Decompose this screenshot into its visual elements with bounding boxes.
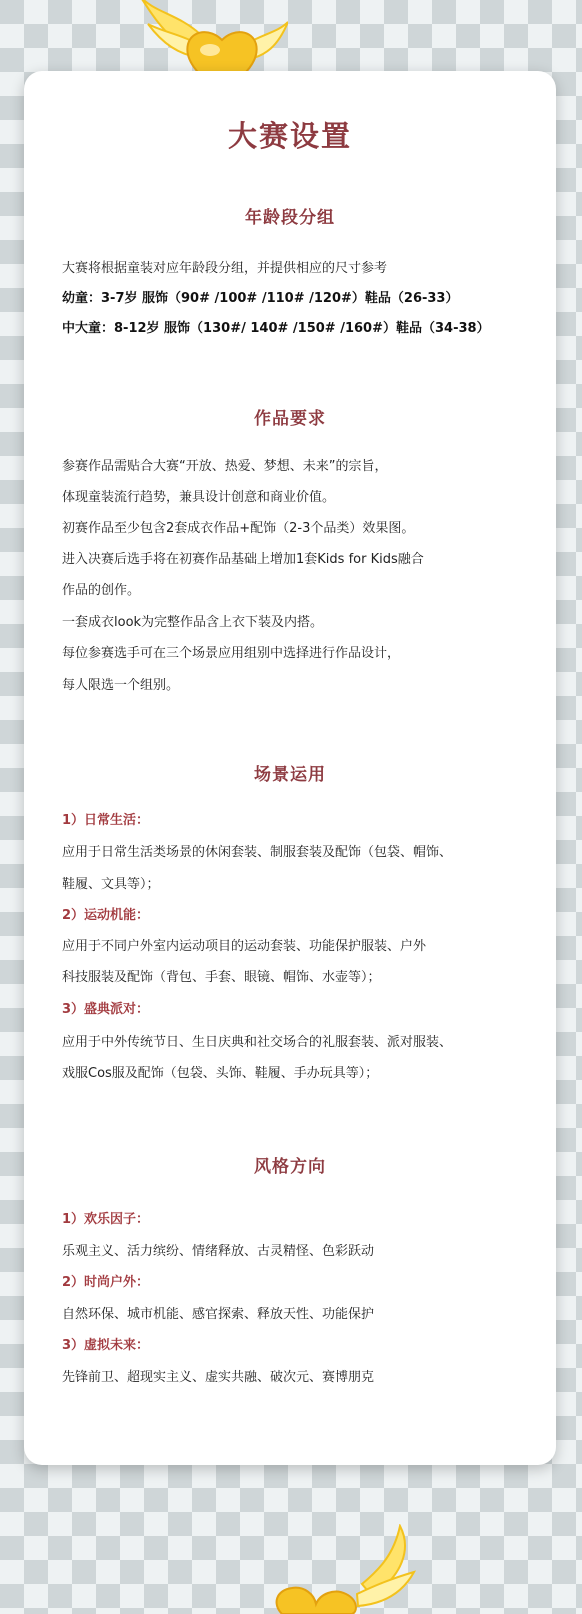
page-title: 大赛设置: [227, 119, 352, 153]
section-heading-age-groups: 年龄段分组: [245, 208, 335, 228]
scene-label-daily: 1）日常生活：: [62, 813, 150, 828]
winged-heart-mascot-icon: [262, 1524, 422, 1614]
style-label-joy: 1）欢乐因子：: [62, 1212, 150, 1227]
work-requirement-line: 体现童装流行趋势，兼具设计创意和商业价值。: [62, 490, 336, 505]
scene-desc-line: 科技服装及配饰（背包、手套、眼镜、帽饰、水壶等）；: [62, 970, 381, 985]
section-heading-style-directions: 风格方向: [254, 1157, 326, 1177]
scene-desc-line: 鞋履、文具等）；: [62, 877, 160, 892]
scene-label-party: 3）盛典派对：: [62, 1002, 150, 1017]
age-intro: 大赛将根据童装对应年龄段分组，并提供相应的尺寸参考: [62, 261, 388, 276]
section-heading-scenes: 场景运用: [254, 765, 326, 785]
scene-desc-line: 应用于日常生活类场景的休闲套装、制服套装及配饰（包袋、帽饰、: [62, 845, 453, 860]
scene-desc-line: 应用于中外传统节日、生日庆典和社交场合的礼服套装、派对服装、: [62, 1035, 453, 1050]
competition-settings-card: [24, 71, 556, 1465]
work-requirement-line: 进入决赛后选手将在初赛作品基础上增加1套Kids for Kids融合: [62, 552, 424, 567]
work-requirement-line: 参赛作品需贴合大赛“开放、热爱、梦想、未来”的宗旨，: [62, 459, 388, 474]
work-requirement-line: 每位参赛选手可在三个场景应用组别中选择进行作品设计，: [62, 646, 401, 661]
style-label-outdoor: 2）时尚户外：: [62, 1275, 150, 1290]
age-group-toddler: 幼童：3-7岁 服饰（90# /100# /110# /120#）鞋品（26-33）: [62, 291, 459, 306]
scene-label-sports: 2）运动机能：: [62, 908, 150, 923]
work-requirement-line: 初赛作品至少包含2套成衣作品+配饰（2-3个品类）效果图。: [62, 521, 415, 536]
style-keywords: 先锋前卫、超现实主义、虚实共融、破次元、赛博朋克: [62, 1370, 375, 1385]
work-requirement-line: 一套成衣look为完整作品含上衣下装及内搭。: [62, 615, 324, 630]
work-requirement-line: 每人限选一个组别。: [62, 678, 180, 693]
style-keywords: 乐观主义、活力缤纷、情绪释放、古灵精怪、色彩跃动: [62, 1244, 375, 1259]
work-requirement-line: 作品的创作。: [62, 583, 141, 598]
age-group-older-kids: 中大童：8-12岁 服饰（130#/ 140# /150# /160#）鞋品（34-38）: [62, 321, 490, 336]
scene-desc-line: 戏服Cos服及配饰（包袋、头饰、鞋履、手办玩具等）；: [62, 1066, 379, 1081]
style-label-virtual: 3）虚拟未来：: [62, 1338, 150, 1353]
scene-desc-line: 应用于不同户外室内运动项目的运动套装、功能保护服装、户外: [62, 939, 427, 954]
style-keywords: 自然环保、城市机能、感官探索、释放天性、功能保护: [62, 1307, 375, 1322]
section-heading-work-requirements: 作品要求: [254, 409, 326, 429]
